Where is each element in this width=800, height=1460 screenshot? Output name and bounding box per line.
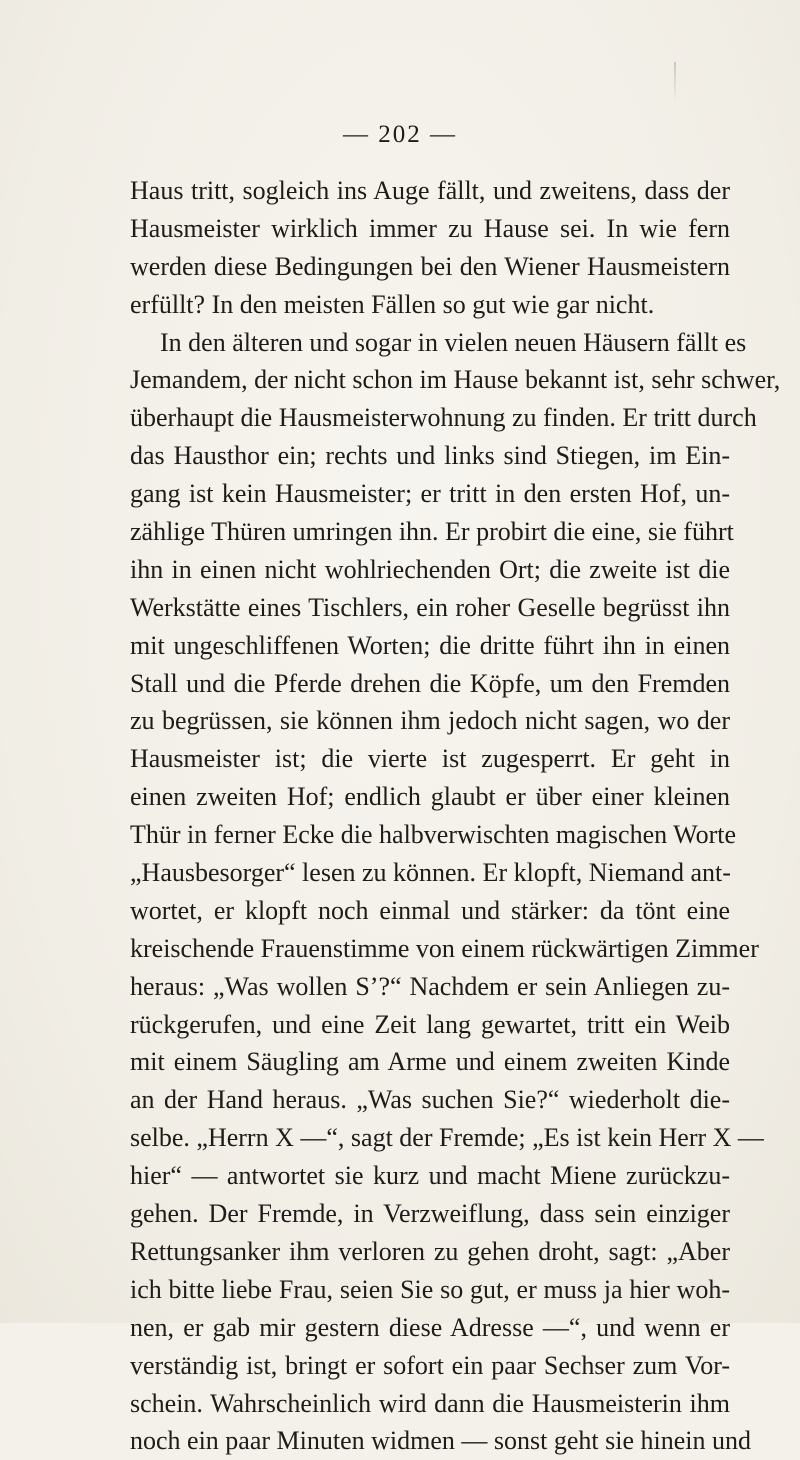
text-line: Werkstätte eines Tischlers, ein roher Geselle begrüsst ihn [130,592,730,622]
text-line: zu begrüssen, sie können ihm jedoch nicht sagen, wo der [130,706,730,736]
text-line: rückgerufen, und eine Zeit lang gewartet, tritt ein Weib [130,1009,730,1039]
text-line: Hausmeister ist; die vierte ist zugesperrt. Er geht in [130,744,730,774]
text-line: Thür in ferner Ecke die halbverwischten magischen Worte [130,820,737,850]
text-line: erfüllt? In den meisten Fällen so gut wie gar nicht. [130,289,655,319]
text-line: ihn in einen nicht wohlriechenden Ort; die zweite ist die [130,554,730,584]
text-line: hier“ — antwortet sie kurz und macht Miene zurückzu- [130,1161,730,1191]
text-line: Haus tritt, sogleich ins Auge fällt, und zweitens, dass der [130,176,730,205]
text-line: Stall und die Pferde drehen die Köpfe, um den Fremden [130,668,730,698]
text-line: „Hausbesorger“ lesen zu können. Er klopft, Niemand ant- [130,858,731,888]
text-line: noch ein paar Minuten widmen — sonst geht sie hinein und [130,1426,752,1456]
text-line: schein. Wahrscheinlich wird dann die Hausmeisterin ihm [130,1388,730,1418]
text-line: werden diese Bedingungen bei den Wiener Hausmeistern [130,251,730,281]
text-line: nen, er gab mir gestern diese Adresse —“, und wenn er [130,1312,730,1342]
text-line: Rettungsanker ihm verloren zu gehen droht, sagt: „Aber [130,1236,730,1266]
text-line: einen zweiten Hof; endlich glaubt er über einer kleinen [130,782,730,812]
text-line: selbe. „Herrn X —“, sagt der Fremde; „Es ist kein Herr X — [130,1123,764,1153]
text-line: In den älteren und sogar in vielen neuen Häusern fällt es [160,327,747,357]
text-line: mit ungeschliffenen Worten; die dritte führt ihn in einen [130,630,730,660]
text-line: Jemandem, der nicht schon im Hause bekannt ist, sehr schwer, [130,365,781,395]
text-line: Hausmeister wirklich immer zu Hause sei. In wie fern [130,213,730,243]
text-line: kreischende Frauenstimme von einem rückwärtigen Zimmer [130,933,759,963]
body-text [130,172,781,1460]
text-line: heraus: „Was wollen S’?“ Nachdem er sein Anliegen zu- [130,971,730,1001]
page-number: — 202 — [343,121,457,148]
scan-artifact [674,62,676,102]
text-line: das Hausthor ein; rechts und links sind Stiegen, im Ein- [130,441,730,471]
text-line: an der Hand heraus. „Was suchen Sie?“ wiederholt die- [130,1085,730,1115]
text-line: wortet, er klopft noch einmal und stärker: da tönt eine [130,895,730,925]
text-line: verständig ist, bringt er sofort ein paar Sechser zum Vor- [130,1350,730,1380]
text-line: mit einem Säugling am Arme und einem zweiten Kinde [130,1047,730,1077]
text-line: ich bitte liebe Frau, seien Sie so gut, er muss ja hier woh- [130,1274,730,1304]
text-line: überhaupt die Hausmeisterwohnung zu finden. Er tritt durch [130,403,757,433]
text-line: zählige Thüren umringen ihn. Er probirt die eine, sie führt [130,517,734,547]
text-line: gang ist kein Hausmeister; er tritt in den ersten Hof, un- [130,479,730,509]
text-line: gehen. Der Fremde, in Verzweiflung, dass sein einziger [130,1199,730,1229]
